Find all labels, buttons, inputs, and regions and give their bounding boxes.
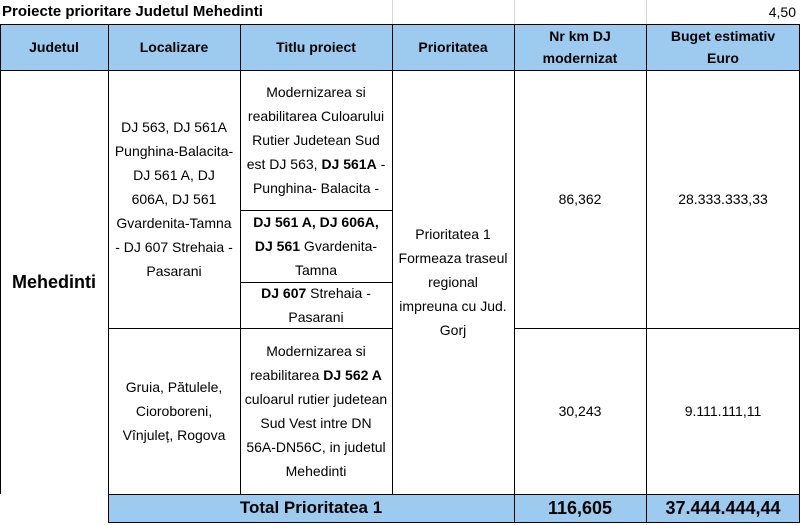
total-buget: 37.444.444,44: [646, 494, 800, 522]
row1-titlu-b: DJ 561 A, DJ 606A, DJ 561 Gvardenita-Tamna: [253, 214, 379, 278]
border-line: [0, 70, 800, 71]
border-line: [240, 210, 392, 211]
border-line: [514, 24, 515, 522]
border-line: [108, 494, 800, 495]
header-localizare: Localizare: [108, 24, 240, 70]
row1-buget: 28.333.333,33: [678, 191, 768, 207]
row1-titlu-c: DJ 607 Strehaia - Pasarani: [261, 285, 371, 325]
sheet-title: Proiecte prioritare Judetul Mehedinti: [2, 3, 263, 20]
judet-name: Mehedinti: [12, 272, 96, 292]
header-km: Nr km DJ modernizat: [514, 24, 646, 70]
border-line: [108, 522, 800, 523]
border-line: [392, 24, 393, 494]
header-titlu-proiect: Titlu proiect: [240, 24, 392, 70]
border-line: [0, 24, 1, 494]
prioritatea-value: Prioritatea 1 Formeaza traseul regional impreuna cu Jud. Gorj: [398, 226, 508, 338]
border-line: [514, 328, 800, 329]
border-line: [646, 24, 647, 522]
border-line: [240, 282, 392, 283]
row1-localizare: DJ 563, DJ 561A Punghina-Balacita- DJ 561 A, DJ 606A, DJ 561 Gvardenita-Tamna - DJ 607 Strehaia - Pasarani: [114, 119, 234, 279]
border-line: [0, 24, 800, 25]
row2-titlu: Modernizarea si reabilitarea DJ 562 A culoarul rutier judetean Sud Vest intre DN 56A-DN56C, in judetul Mehedinti: [244, 343, 388, 479]
row2-buget: 9.111.111,11: [684, 403, 762, 419]
border-line: [108, 24, 109, 522]
row2-km: 30,243: [558, 403, 602, 419]
row1-titlu-a: Modernizarea si reabilitarea Culoarului Rutier Judetean Sud est DJ 563, DJ 561A - Punghina- Balacita -: [246, 84, 386, 196]
header-judetul: Judetul: [0, 24, 108, 70]
header-buget: Buget estimativ Euro: [646, 24, 800, 70]
total-km: 116,605: [514, 494, 646, 522]
gridline: [392, 0, 393, 24]
header-prioritatea: Prioritatea: [392, 24, 514, 70]
gridline: [514, 0, 515, 24]
border-line: [240, 24, 241, 494]
top-value: 4,50: [768, 4, 796, 20]
row2-localizare: Gruia, Pătulele, Cioroboreni, Vînjuleț, Rogova: [122, 379, 226, 443]
total-label: Total Prioritatea 1: [108, 494, 514, 522]
border-line: [108, 328, 392, 329]
row1-km: 86,362: [558, 191, 602, 207]
